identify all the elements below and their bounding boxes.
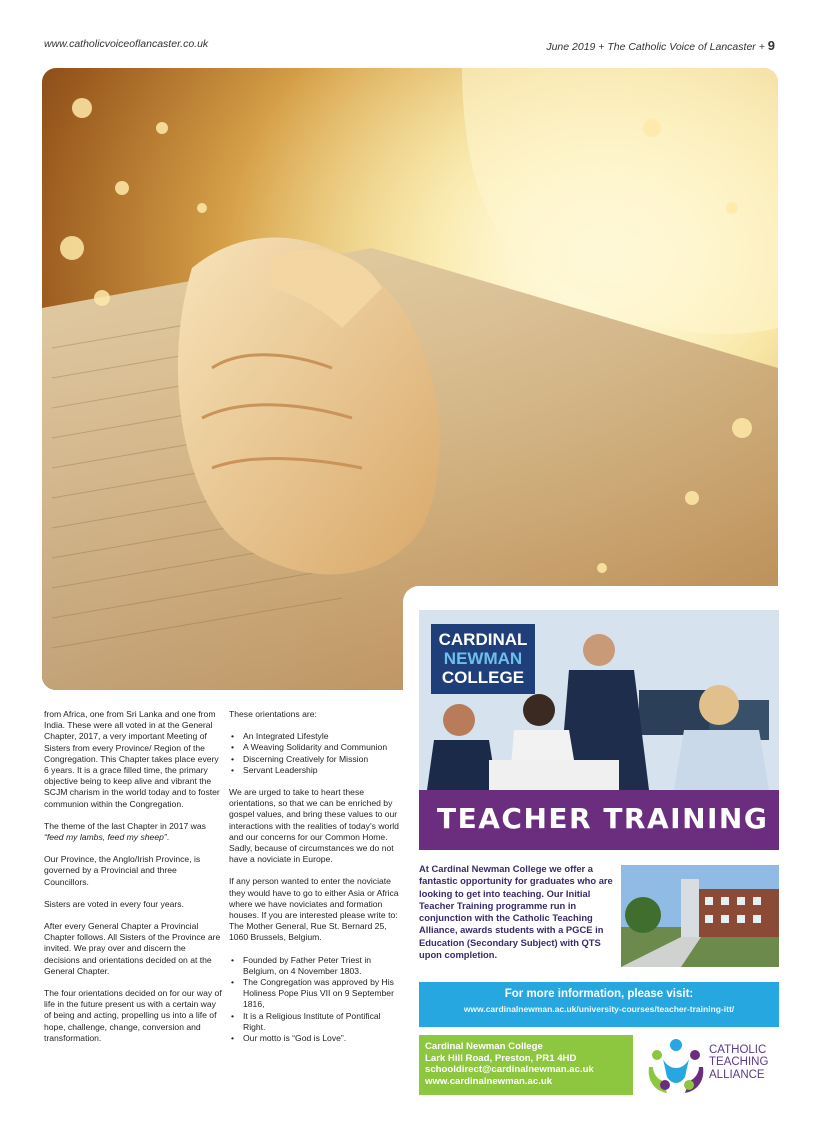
list-item: • The Congregation was approved by His Holiness Pope Pius VII on 9 September 1816, xyxy=(229,977,405,1011)
paragraph: If any person wanted to enter the noviciate they would have to go to either Asia or Africa where we have noviciates and formation houses. If you are interested please write to: The Mother General, Rue St. Bernard 25, 1060 Brussels, Belgium. xyxy=(229,876,399,943)
paragraph-theme xyxy=(44,821,222,843)
more-info-url[interactable]: www.cardinalnewman.ac.uk/university-courses/teacher-training-itt/ xyxy=(463,1004,735,1014)
alliance-wordmark xyxy=(709,1044,768,1081)
ad-body-text: At Cardinal Newman College we offer a fantastic opportunity for graduates who are looking to get into teaching. Our Initial Teacher Training programme run in conjunction with the Catholic Teaching Alliance, awards students with a PGCE in Education (Secondary Subject) with QTS upon completion. xyxy=(419,863,613,961)
theme-end: . xyxy=(166,832,170,843)
theme-quote: “feed my lambs, feed my sheep” xyxy=(44,832,167,843)
list-item: • Our motto is “God is Love”. xyxy=(229,1033,405,1044)
theme-lead: The theme of the last Chapter in 2017 was xyxy=(44,820,206,831)
list-item: • Servant Leadership xyxy=(229,765,405,776)
cardinal-newman-advert xyxy=(419,610,779,1095)
logo-line: COLLEGE xyxy=(441,668,525,687)
logo-line: NEWMAN xyxy=(443,649,523,668)
contact-email[interactable]: schooldirect@cardinalnewman.ac.uk xyxy=(425,1064,594,1076)
paragraph: from Africa, one from Sri Lanka and one from India. These were all voted in at the General Chapter, 2017, a very important Meeting of Sisters from every Province/ Region of the Congregation. This Chapter takes place every 6 years. It is a grace filled time, the primary objective being to keep alive and vibrant the SCJM charism in the world today and to foster communion within the Congregation. xyxy=(44,709,220,809)
alliance-figures-icon xyxy=(645,1037,707,1095)
orientations-list xyxy=(229,731,405,776)
contact-name: Cardinal Newman College xyxy=(425,1041,543,1052)
campus-illustration xyxy=(621,865,779,967)
alliance-line: ALLIANCE xyxy=(709,1068,765,1081)
paragraph: After every General Chapter a Provincial Chapter follows. All Sisters of the Province are invited. We pray over and discern the decisions and orientations decided on at the General Chapter. xyxy=(44,921,221,976)
alliance-line: CATHOLIC xyxy=(709,1044,767,1056)
paragraph: Our Province, the Anglo/Irish Province, is governed by a Provincial and three Councillors. xyxy=(44,854,201,887)
banner-title: TEACHER TRAINING xyxy=(437,802,769,835)
list-item: • Founded by Father Peter Triest in Belgium, on 4 November 1803. xyxy=(229,955,405,977)
contact-address: Lark Hill Road, Preston, PR1 4HD xyxy=(425,1052,577,1064)
campus-photo xyxy=(621,865,779,967)
facts-list xyxy=(229,955,405,1045)
paragraph: We are urged to take to heart these orientations, so that we can be enriched by gospel values, and bring these values to our interactions with the realities of today’s world and our concerns for our Common Home. Sadly, because of circumstances we do not have a noviciate in Europe. xyxy=(229,787,399,865)
list-item: • Discerning Creatively for Mission xyxy=(229,754,405,765)
article-column-2 xyxy=(229,709,405,1055)
paragraph: The four orientations decided on for our way of life in the future present us with a certain way of being and acting, propelling us into a life of hope, challenge, change, conversion and transformation. xyxy=(44,988,222,1043)
header-website: www.catholicvoiceoflancaster.co.uk xyxy=(44,38,209,50)
list-item: • An Integrated Lifestyle xyxy=(229,731,405,742)
teacher-training-banner xyxy=(419,790,779,850)
header-issue xyxy=(546,38,775,53)
list-item: • It is a Religious Institute of Pontifical Right. xyxy=(229,1011,405,1033)
cardinal-newman-logo xyxy=(431,624,535,694)
page-number: 9 xyxy=(767,38,775,53)
paragraph: Sisters are voted in every four years. xyxy=(44,898,184,909)
list-item: • A Weaving Solidarity and Communion xyxy=(229,742,405,753)
logo-line: CARDINAL xyxy=(438,630,528,649)
header-issue-text: June 2019 + The Catholic Voice of Lancaster + xyxy=(546,41,765,53)
classroom-photo xyxy=(419,610,779,850)
more-info-bar xyxy=(419,982,779,1027)
orientations-intro: These orientations are: xyxy=(229,709,317,719)
article-column-1 xyxy=(44,709,222,1055)
contact-website[interactable]: www.cardinalnewman.ac.uk xyxy=(425,1075,553,1087)
contact-box xyxy=(419,1035,633,1095)
alliance-line: TEACHING xyxy=(709,1056,769,1069)
more-info-title: For more information, please visit: xyxy=(504,988,694,1000)
